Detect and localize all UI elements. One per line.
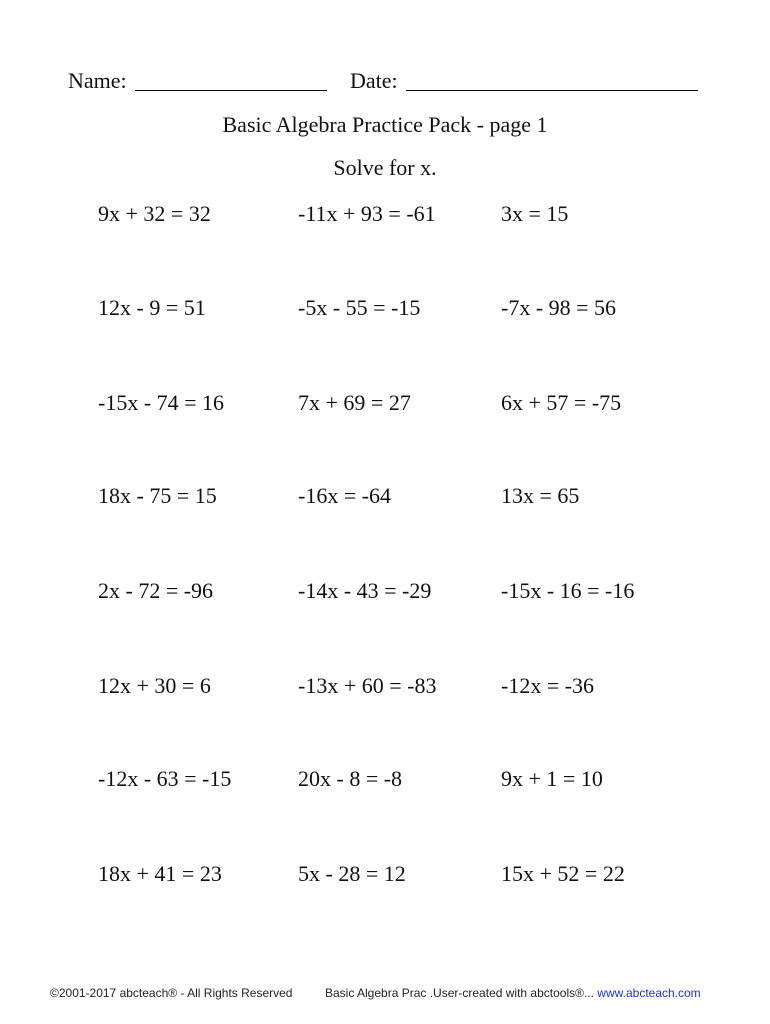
problem: -7x - 98 = 56 xyxy=(501,295,617,320)
name-label: Name: xyxy=(68,68,127,93)
name-blank-line xyxy=(135,90,327,91)
problem: -11x + 93 = -61 xyxy=(298,201,436,226)
worksheet-header xyxy=(68,66,708,96)
problem: -14x - 43 = -29 xyxy=(298,578,432,603)
problem: 7x + 69 = 27 xyxy=(298,390,411,415)
date-label: Date: xyxy=(350,68,398,93)
problem: -16x = -64 xyxy=(298,483,392,508)
problem: 9x + 1 = 10 xyxy=(501,766,603,791)
instructions: Solve for x. xyxy=(333,155,437,180)
worksheet-title: Basic Algebra Practice Pack - page 1 xyxy=(222,112,548,137)
problem: -5x - 55 = -15 xyxy=(298,295,421,320)
problem: 6x + 57 = -75 xyxy=(501,390,622,415)
problem: 5x - 28 = 12 xyxy=(298,861,406,886)
problem: -12x = -36 xyxy=(501,673,595,698)
problem: 18x + 41 = 23 xyxy=(98,861,222,886)
problem: 3x = 15 xyxy=(501,201,569,226)
date-blank-line xyxy=(406,90,698,91)
copyright-text: ©2001-2017 abcteach® - All Rights Reserved xyxy=(50,986,293,1000)
problem: 9x + 32 = 32 xyxy=(98,201,211,226)
credit-text: Basic Algebra Prac .User-created with abctools®... xyxy=(325,986,598,1000)
problem: 15x + 52 = 22 xyxy=(501,861,625,886)
problem: -13x + 60 = -83 xyxy=(298,673,437,698)
problem: 13x = 65 xyxy=(501,483,580,508)
footer-credit xyxy=(325,985,701,1001)
problem: -15x - 16 = -16 xyxy=(501,578,635,603)
problem: -12x - 63 = -15 xyxy=(98,766,232,791)
problem: 20x - 8 = -8 xyxy=(298,766,403,791)
problem: -15x - 74 = 16 xyxy=(98,390,225,415)
problem: 12x + 30 = 6 xyxy=(98,673,211,698)
problem: 2x - 72 = -96 xyxy=(98,578,214,603)
abcteach-link[interactable]: www.abcteach.com xyxy=(597,986,701,1000)
problem: 18x - 75 = 15 xyxy=(98,483,217,508)
problem: 12x - 9 = 51 xyxy=(98,295,206,320)
